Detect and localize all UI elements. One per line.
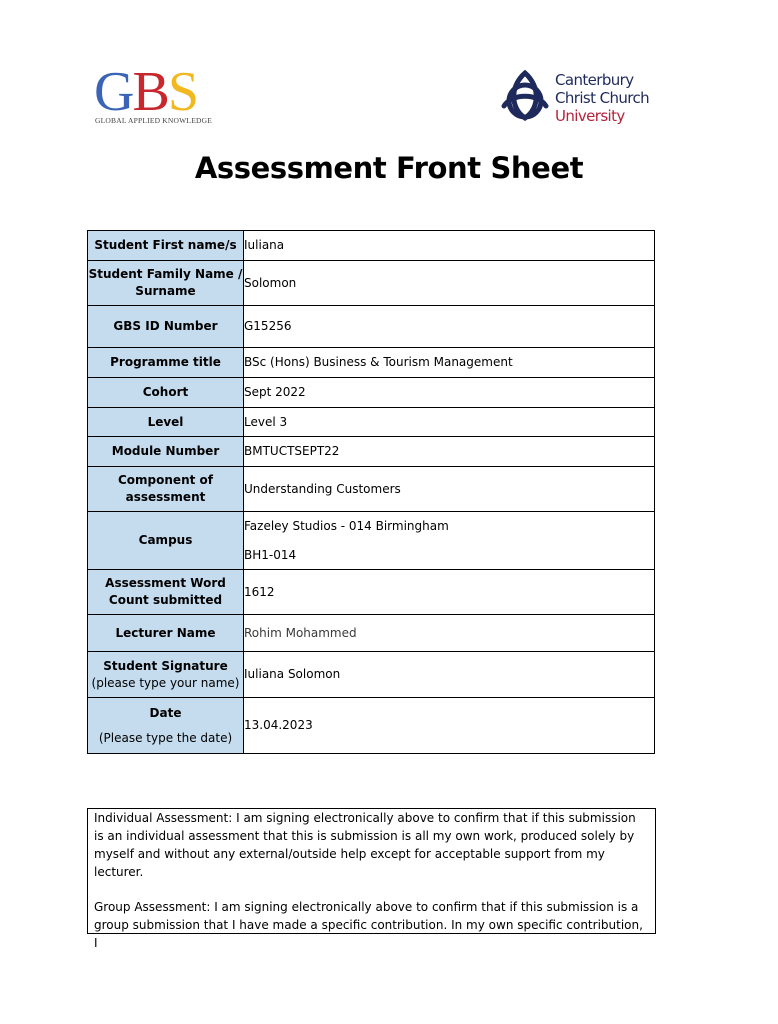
table-row-cohort bbox=[88, 378, 655, 408]
row-label: Student Family Name / Surname bbox=[88, 261, 244, 306]
cccu-logo bbox=[498, 68, 658, 126]
cccu-logo-text bbox=[555, 71, 649, 125]
row-label: Cohort bbox=[88, 378, 244, 408]
gbs-tagline: GLOBAL APPLIED KNOWLEDGE bbox=[95, 116, 213, 125]
table-row-campus bbox=[88, 512, 655, 570]
table-row-lecturer bbox=[88, 615, 655, 652]
cccu-line-1: Canterbury bbox=[555, 71, 634, 89]
row-label: GBS ID Number bbox=[88, 306, 244, 348]
table-row-signature bbox=[88, 652, 655, 698]
row-label-main: Date bbox=[149, 705, 182, 720]
row-label: Module Number bbox=[88, 437, 244, 467]
trinity-knot-icon bbox=[498, 68, 552, 124]
row-value: Sept 2022 bbox=[244, 378, 655, 408]
row-label-main: Student Signature bbox=[103, 658, 228, 673]
row-label: Student First name/s bbox=[88, 231, 244, 261]
table-row-module bbox=[88, 437, 655, 467]
gbs-logo bbox=[94, 61, 226, 128]
declaration-box bbox=[87, 808, 656, 950]
row-label: Component of assessment bbox=[88, 467, 244, 512]
row-value: Iuliana bbox=[244, 231, 655, 261]
table-row-first-name bbox=[88, 231, 655, 261]
row-value: BMTUCTSEPT22 bbox=[244, 437, 655, 467]
page-title: Assessment Front Sheet bbox=[194, 151, 584, 185]
row-value: 1612 bbox=[244, 570, 655, 615]
row-label-hint: (please type your name) bbox=[91, 675, 240, 690]
row-value: Rohim Mohammed bbox=[244, 615, 655, 652]
group-assessment-statement: Group Assessment: I am signing electronically above to confirm that if this submission is a group submission that I have made a specific contribution. In my own specific contribution, I bbox=[94, 900, 643, 950]
row-label: Lecturer Name bbox=[88, 615, 244, 652]
front-sheet-table bbox=[87, 230, 655, 754]
row-label bbox=[88, 698, 244, 754]
row-label: Programme title bbox=[88, 348, 244, 378]
table-row-component bbox=[88, 467, 655, 512]
gbs-letter-g: G bbox=[94, 61, 133, 123]
row-label bbox=[88, 652, 244, 698]
date-field[interactable]: 13.04.2023 bbox=[244, 698, 655, 754]
row-value: Level 3 bbox=[244, 408, 655, 437]
row-value: Understanding Customers bbox=[244, 467, 655, 512]
row-label: Assessment Word Count submitted bbox=[88, 570, 244, 615]
individual-assessment-statement: Individual Assessment: I am signing electronically above to confirm that if this submission is an individual assessment that this is submission is all my own work, produced solely by myself and without any external/outside help except for acceptable support from my lecturer. bbox=[94, 811, 636, 879]
campus-code: BH1-014 bbox=[244, 547, 297, 562]
campus-name: Fazeley Studios - 014 Birmingham bbox=[244, 518, 449, 533]
table-row-word-count bbox=[88, 570, 655, 615]
row-value: BSc (Hons) Business & Tourism Management bbox=[244, 348, 655, 378]
row-value: G15256 bbox=[244, 306, 655, 348]
row-value: Solomon bbox=[244, 261, 655, 306]
cccu-line-3: University bbox=[555, 107, 625, 125]
row-label-hint: (Please type the date) bbox=[98, 730, 233, 745]
table-row-level bbox=[88, 408, 655, 437]
gbs-letter-b: B bbox=[132, 61, 168, 123]
row-label: Level bbox=[88, 408, 244, 437]
row-value bbox=[244, 512, 655, 570]
table-row-date bbox=[88, 698, 655, 754]
signature-field[interactable]: Iuliana Solomon bbox=[244, 652, 655, 698]
cccu-line-2: Christ Church bbox=[555, 89, 650, 107]
row-label: Campus bbox=[88, 512, 244, 570]
table-row-gbs-id bbox=[88, 306, 655, 348]
gbs-letter-s: S bbox=[167, 61, 197, 123]
table-row-surname bbox=[88, 261, 655, 306]
table-row-programme bbox=[88, 348, 655, 378]
